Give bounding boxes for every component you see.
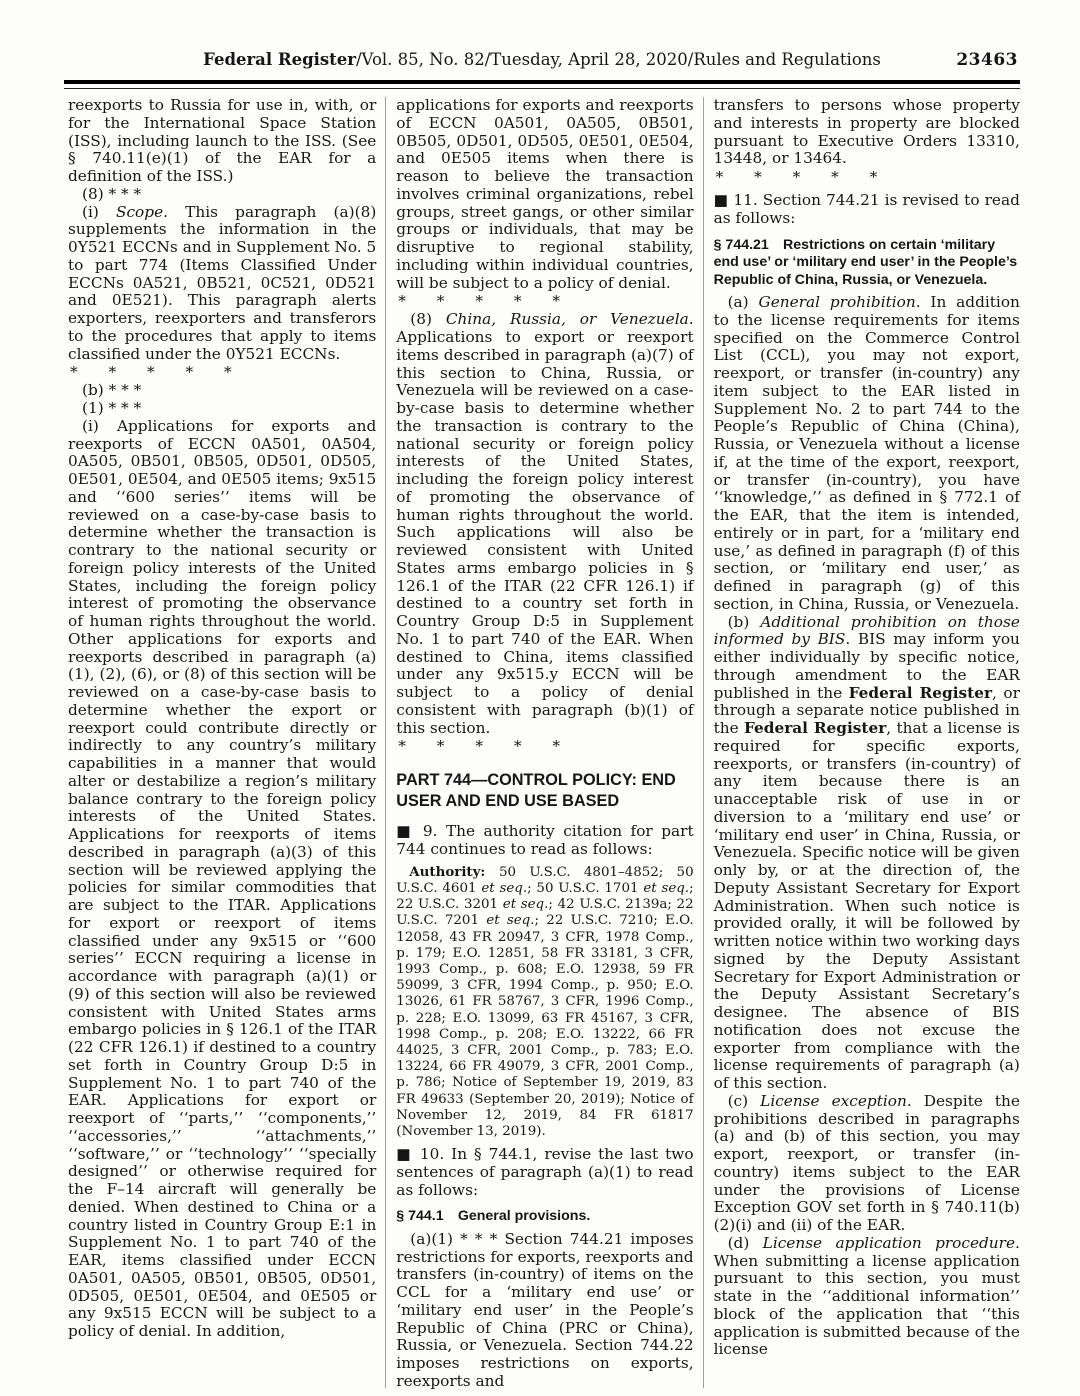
section-744-1-heading: § 744.1 General provisions. — [396, 1208, 591, 1225]
column-left — [68, 97, 385, 1388]
para-applications-review-policy: (i) Applications for exports and reexports of ECCN 0A501, 0A504, 0A505, 0B501, 0B505, 0D501, 0D505, 0E501, 0E504, and 0E505 items; 9x515 and ‘‘600 series’’ items will be reviewed on a case-by-case basis to determine whether the transaction is contrary to the national security or foreign policy interests of the United States, including the foreign policy interest of promoting the observance of human rights throughout the world. Other applications for exports and reexports described in paragraph (a)(1), (2), (6), or (8) of this section will be reviewed on a case-by-case basis to determine whether the export or reexport could contribute directly or indirectly to any country’s military capabilities in a manner that would alter or destabilize a region’s military balance contrary to the foreign policy interests of the United States. Applications for reexports of items described in paragraph (a)(3) of this section will be reviewed applying the policies for similar commodities that are subject to the ITAR. Applications for export or reexport of items classified under any 9x515 or ‘‘600 series’’ ECCN requiring a license in accordance with paragraph (a)(1) or (9) of this section will also be reviewed consistent with United States arms embargo policies in § 126.1 of the ITAR (22 CFR 126.1) if destined to a country set forth in Country Group D:5 in Supplement No. 1 to part 740 of the EAR. Applications for export or reexport of ‘‘parts,’’ ‘‘components,’’ ‘‘accessories,’’ ‘‘attachments,’’ ‘‘software,’’ or ‘‘technology’’ ‘‘specially designed’’ or otherwise required for the F–14 aircraft will generally be denied. When destined to China or a country listed in Country Group E:1 in Supplement No. 1 to part 740 of the EAR, items classified under ECCN 0A501, 0A505, 0B501, 0B505, 0D501, 0D505, 0E501, 0E504, and 0E505 or any 9x515 ECCN will be subject to a policy of denial. In addition, — [68, 416, 377, 1340]
amendatory-instruction-11: ■ 11. Section 744.21 is revised to read as follows: — [713, 191, 1020, 227]
star-separator: * * * * * — [70, 363, 232, 382]
para-a1-general-provisions: (a)(1) * * * Section 744.21 imposes restrictions for exports, reexports and transfers (in-country) of items on the CCL for a ‘military end use’ or ‘military end user’ in the People’s Republic of China (PRC or China), Russia, or Venezuela. Section 744.22 imposes restrictions on exports, reexports and — [396, 1229, 694, 1390]
amendatory-instruction-10: ■ 10. In § 744.1, revise the last two sentences of paragraph (a)(1) to read as follows: — [396, 1145, 694, 1199]
page-header — [66, 50, 1018, 74]
issue-info: /Vol. 85, No. 82/Tuesday, April 28, 2020/Rules and Regulations — [356, 50, 881, 69]
para-1-asterisks: (1) * * * — [82, 399, 142, 417]
para-applications-denial: applications for exports and reexports of ECCN 0A501, 0A505, 0B501, 0B505, 0D501, 0D505, 0E501, 0E504, and 0E505 items when there is reason to believe the transaction involves criminal organizations, rebel groups, street gangs, or other similar groups or individuals, that may be disruptive to regional stability, including within individual countries, will be subject to a policy of denial. — [396, 96, 694, 292]
para-b-additional-prohibition: (b) Additional prohibition on those informed by BIS. BIS may inform you either individually by specific notice, through amendment to the EAR published in the Federal Register, or through a separate notice published in the Federal Register, that a license is required for specific exports, reexports, or transfers (in-country) of any item because there is an unacceptable risk of use in or diversion to a ‘military end use’ or ‘military end user’ in China, Russia, or Venezuela. Specific notice will be given only by, or at the direction of, the Deputy Assistant Secretary for Export Administration. When such notice is provided orally, it will be followed by written notice within two working days signed by the Deputy Assistant Secretary for Export Administration or the Deputy Assistant Secretary’s designee. The absence of BIS notification does not excuse the exporter from compliance with the license requirements of paragraph (a) of this section. — [713, 612, 1020, 1092]
journal-title: Federal Register — [203, 50, 356, 69]
para-china-russia-venezuela: (8) China, Russia, or Venezuela. Applications to export or reexport items described in paragraph (a)(7) of this section to China, Russia, or Venezuela will be reviewed on a case-by-case basis to determine whether the transaction is contrary to the national security or foreign policy interests of the United States, including the foreign policy interest of promoting the observance of human rights throughout the world. Such applications will also be reviewed consistent with United States arms embargo policies in § 126.1 of the ITAR (22 CFR 126.1) if destined to a country set forth in Country Group D:5 in Supplement No. 1 to part 740 of the EAR. When destined to China, items classified under any 9x515.y ECCN will be subject to a policy of denial consistent with paragraph (b)(1) of this section. — [396, 310, 694, 737]
part-744-heading: PART 744—CONTROL POLICY: END USER AND END USE BASED — [396, 771, 676, 811]
page-number: 23463 — [956, 50, 1018, 70]
three-column-body — [68, 97, 1020, 1388]
amendatory-instruction-9: ■ 9. The authority citation for part 744 continues to read as follows: — [396, 822, 694, 858]
para-c-license-exception: (c) License exception. Despite the prohibitions described in paragraphs (a) and (b) of this section, you may export, reexport, or transfer (in-country) items subject to the EAR under the provisions of License Exception GOV set forth in § 740.11(b)(2)(i) and (ii) of the EAR. — [713, 1091, 1020, 1234]
header-rule-thick — [64, 80, 1020, 84]
para-8-asterisks: (8) * * * — [82, 184, 142, 203]
para-scope: (i) Scope. This paragraph (a)(8) supplements the information in the 0Y521 ECCNs and in Supplement No. 5 to part 774 (Items Classified Under ECCNs 0A521, 0B521, 0C521, 0D521 and 0E521). This paragraph alerts exporters, reexporters and transferors to the procedures that apply to items classified under the 0Y521 ECCNs. — [68, 202, 377, 363]
column-right — [703, 97, 1020, 1388]
para-b-asterisks: (b) * * * — [82, 381, 142, 400]
section-744-21-heading: § 744.21 Restrictions on certain ‘military end use’ or ‘military end user’ in the People’s Republic of China, Russia, or Venezuela. — [713, 236, 1018, 288]
header-rule-thin — [64, 88, 1020, 89]
para-d-license-application: (d) License application procedure. When submitting a license application pursuant to this section, you must state in the ‘‘additional information’’ block of the application that ‘‘this application is submitted because of the license — [713, 1233, 1020, 1359]
authority-citation: Authority: 50 U.S.C. 4801–4852; 50 U.S.C. 4601 et seq.; 50 U.S.C. 1701 et seq.; 22 U.S.C. 3201 et seq.; 42 U.S.C. 2139a; 22 U.S.C. 7201 et seq.; 22 U.S.C. 7210; E.O. 12058, 43 FR 20947, 3 CFR, 1978 Comp., p. 179; E.O. 12851, 58 FR 33181, 3 CFR, 1993 Comp., p. 608; E.O. 12938, 59 FR 59099, 3 CFR, 1994 Comp., p. 950; E.O. 13026, 61 FR 58767, 3 CFR, 1996 Comp., p. 228; E.O. 13099, 63 FR 45167, 3 CFR, 1998 Comp., p. 208; E.O. 13222, 66 FR 44025, 3 CFR, 2001 Comp., p. 783; E.O. 13224, 66 FR 49079, 3 CFR, 2001 Comp., p. 786; Notice of September 19, 2019, 83 FR 49633 (September 20, 2019); Notice of November 12, 2019, 84 FR 61817 (November 13, 2019). — [396, 863, 694, 1139]
para-reexports-russia: reexports to Russia for use in, with, or for the International Space Station (ISS), including launch to the ISS. (See § 740.11(e)(1) of the EAR for a definition of the ISS.) — [68, 96, 377, 185]
star-separator: * * * * * — [715, 168, 878, 186]
column-center — [385, 97, 702, 1388]
para-a-general-prohibition: (a) General prohibition. In addition to the license requirements for items specified on the Commerce Control List (CCL), you may not export, reexport, or transfer (in-country) any item subject to the EAR listed in Supplement No. 2 to part 744 to the People’s Republic of China (China), Russia, or Venezuela without a license if, at the time of the export, reexport, or transfer (in-country), you have ‘‘knowledge,’’ as defined in § 772.1 of the EAR, that the item is intended, entirely or in part, for a ‘military end use,’ as defined in paragraph (f) of this section, or ‘military end user,’ as defined in paragraph (g) of this section, in China, Russia, or Venezuela. — [713, 293, 1020, 613]
para-transfers-blocked: transfers to persons whose property and interests in property are blocked pursuant to Executive Orders 13310, 13448, or 13464. — [713, 96, 1020, 168]
star-separator: * * * * * — [398, 737, 560, 756]
star-separator: * * * * * — [398, 292, 560, 311]
